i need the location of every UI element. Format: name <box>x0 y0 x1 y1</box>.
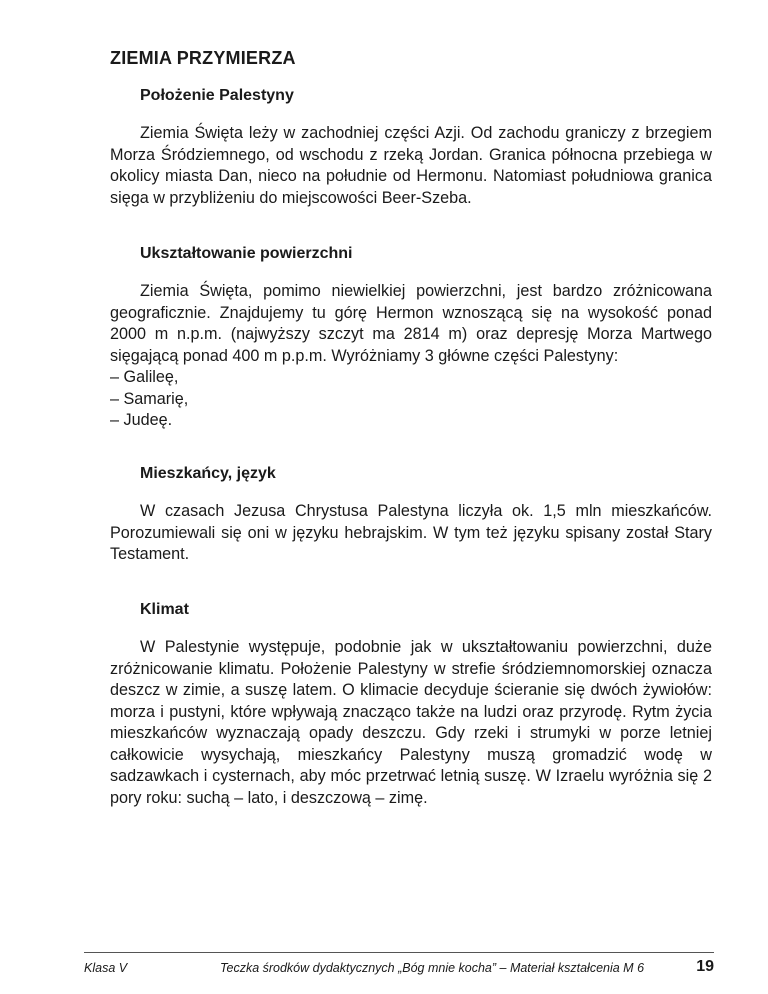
section-location <box>110 86 712 209</box>
section-paragraph: Ziemia Święta, pomimo niewielkiej powierzchni, jest bardzo zróżnicowana geograficznie. Znajdujemy tu górę Hermon wznoszącą się na wysokość ponad 2000 m n.p.m. (najwyższy szczyt ma 2814 m) oraz depresję Morza Martwego sięgającą ponad 400 m p.p.m. Wyróżniamy 3 główne części Palestyny: <box>110 282 712 365</box>
list-item: – Judeę. <box>110 411 173 429</box>
footer-publication: Teczka środków dydaktycznych „Bóg mnie kocha” – Materiał kształcenia M 6 <box>220 961 645 975</box>
section-paragraph: W Palestynie występuje, podobnie jak w ukształtowaniu powierzchni, duże zróżnicowanie klimatu. Położenie Palestyny w strefie śródziemnomorskiej oznacza deszcz w zimie, a suszę latem. O klimacie decyduje ścieranie się dwóch żywiołów: morza i pustyni, które wpływają znacząco także na ludzi oraz przyrodę. Rytm życia mieszkańców wyznaczają opady deszczu. Gdy rzeki i strumyki w porze letniej całkowicie wysychają, mieszkańcy Palestyny muszą gromadzić wodę w sadzawkach i cysternach, aby móc przetrwać letnią suszę. W Izraelu wyróżnia się 2 pory roku: suchą – lato, i deszczową – zimę. <box>110 638 712 807</box>
section-heading: Mieszkańcy, język <box>140 465 276 482</box>
regions-list <box>110 367 712 432</box>
list-item: – Samarię, <box>110 389 189 408</box>
footer-class: Klasa V <box>84 961 128 975</box>
footer-divider <box>84 952 714 953</box>
section-paragraph: Ziemia Święta leży w zachodniej części Azji. Od zachodu graniczy z brzegiem Morza Śródziemnego, od wschodu z rzeką Jordan. Granica północna przebiega w okolicy miasta Dan, nieco na południe od Hermonu. Natomiast południowa granica sięga w przybliżeniu do miejscowości Beer-Szeba. <box>110 124 712 207</box>
section-paragraph: W czasach Jezusa Chrystusa Palestyna liczyła ok. 1,5 mln mieszkańców. Porozumiewali się oni w języku hebrajskim. W tym też języku spisany został Stary Testament. <box>110 502 712 563</box>
section-heading: Klimat <box>140 601 189 618</box>
page-number: 19 <box>696 958 714 975</box>
page-title: ZIEMIA PRZYMIERZA <box>110 48 296 68</box>
section-heading: Położenie Palestyny <box>140 87 294 104</box>
page-footer <box>84 958 714 978</box>
list-item: – Galileę, <box>110 368 179 386</box>
section-climate <box>110 600 712 809</box>
section-people-language <box>110 464 712 566</box>
section-heading: Ukształtowanie powierzchni <box>140 245 353 262</box>
section-terrain <box>110 244 712 432</box>
